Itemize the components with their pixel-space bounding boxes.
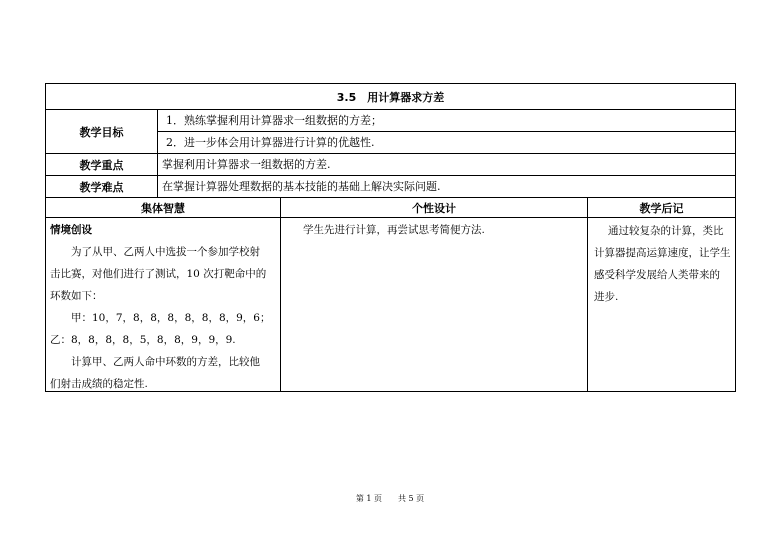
key-points-label-cell (46, 154, 157, 175)
goals-label-cell (46, 110, 157, 153)
column-header-row (46, 198, 735, 218)
key-points-row (46, 154, 735, 176)
lesson-title: 3.5 用计算器求方差 (336, 90, 445, 104)
difficulties-label-cell (46, 176, 157, 197)
goal-item-1: 1．熟练掌握利用计算器求一组数据的方差； (158, 110, 735, 132)
scenario-line-1: 为了从甲、乙两人中选拔一个参加学校射 (71, 246, 260, 258)
goals-row (46, 110, 735, 154)
postscript-line-4: 进步. (594, 291, 619, 303)
scenario-heading: 情境创设 (50, 224, 92, 236)
collective-cell (46, 218, 280, 391)
goals-content-cell (157, 110, 735, 153)
difficulties-label: 教学难点 (79, 180, 124, 194)
scores-jia: 甲：10，7，8，8，8，8，8，8，9，6； (71, 312, 271, 324)
goal-item-2: 2．进一步体会用计算器进行计算的优越性. (166, 135, 375, 149)
title-row (46, 84, 735, 110)
body-row (46, 218, 735, 391)
column-personal: 个性设计 (280, 198, 587, 217)
postscript-line-3: 感受科学发展给人类带来的 (594, 269, 720, 281)
postscript-cell (587, 218, 735, 391)
column-collective: 集体智慧 (141, 201, 185, 215)
personal-text: 学生先进行计算，再尝试思考简便方法. (303, 224, 485, 236)
scores-yi: 乙：8，8，8，8，5，8，8，9，9，9. (50, 334, 236, 346)
scenario-line-2: 击比赛，对他们进行了测试，10 次打靶命中的 (50, 268, 267, 280)
difficulties-row (46, 176, 735, 198)
key-points-text: 掌握利用计算器求一组数据的方差. (157, 154, 735, 175)
key-points-label: 教学重点 (79, 158, 124, 172)
personal-cell (280, 218, 587, 391)
lesson-table (45, 83, 736, 392)
scenario-line-3: 环数如下： (50, 290, 103, 302)
postscript-line-1: 通过较复杂的计算，类比 (608, 225, 724, 237)
goals-label: 教学目标 (79, 125, 124, 139)
scenario-line-7: 们射击成绩的稳定性. (50, 378, 148, 390)
scenario-line-6: 计算甲、乙两人命中环数的方差，比较他 (71, 356, 260, 368)
difficulties-text: 在掌握计算器处理数据的基本技能的基础上解决实际问题. (157, 176, 735, 197)
column-postscript: 教学后记 (587, 198, 735, 217)
page-footer: 第 1 页 共 5 页 (355, 494, 425, 503)
postscript-line-2: 计算器提高运算速度，让学生 (594, 247, 731, 259)
